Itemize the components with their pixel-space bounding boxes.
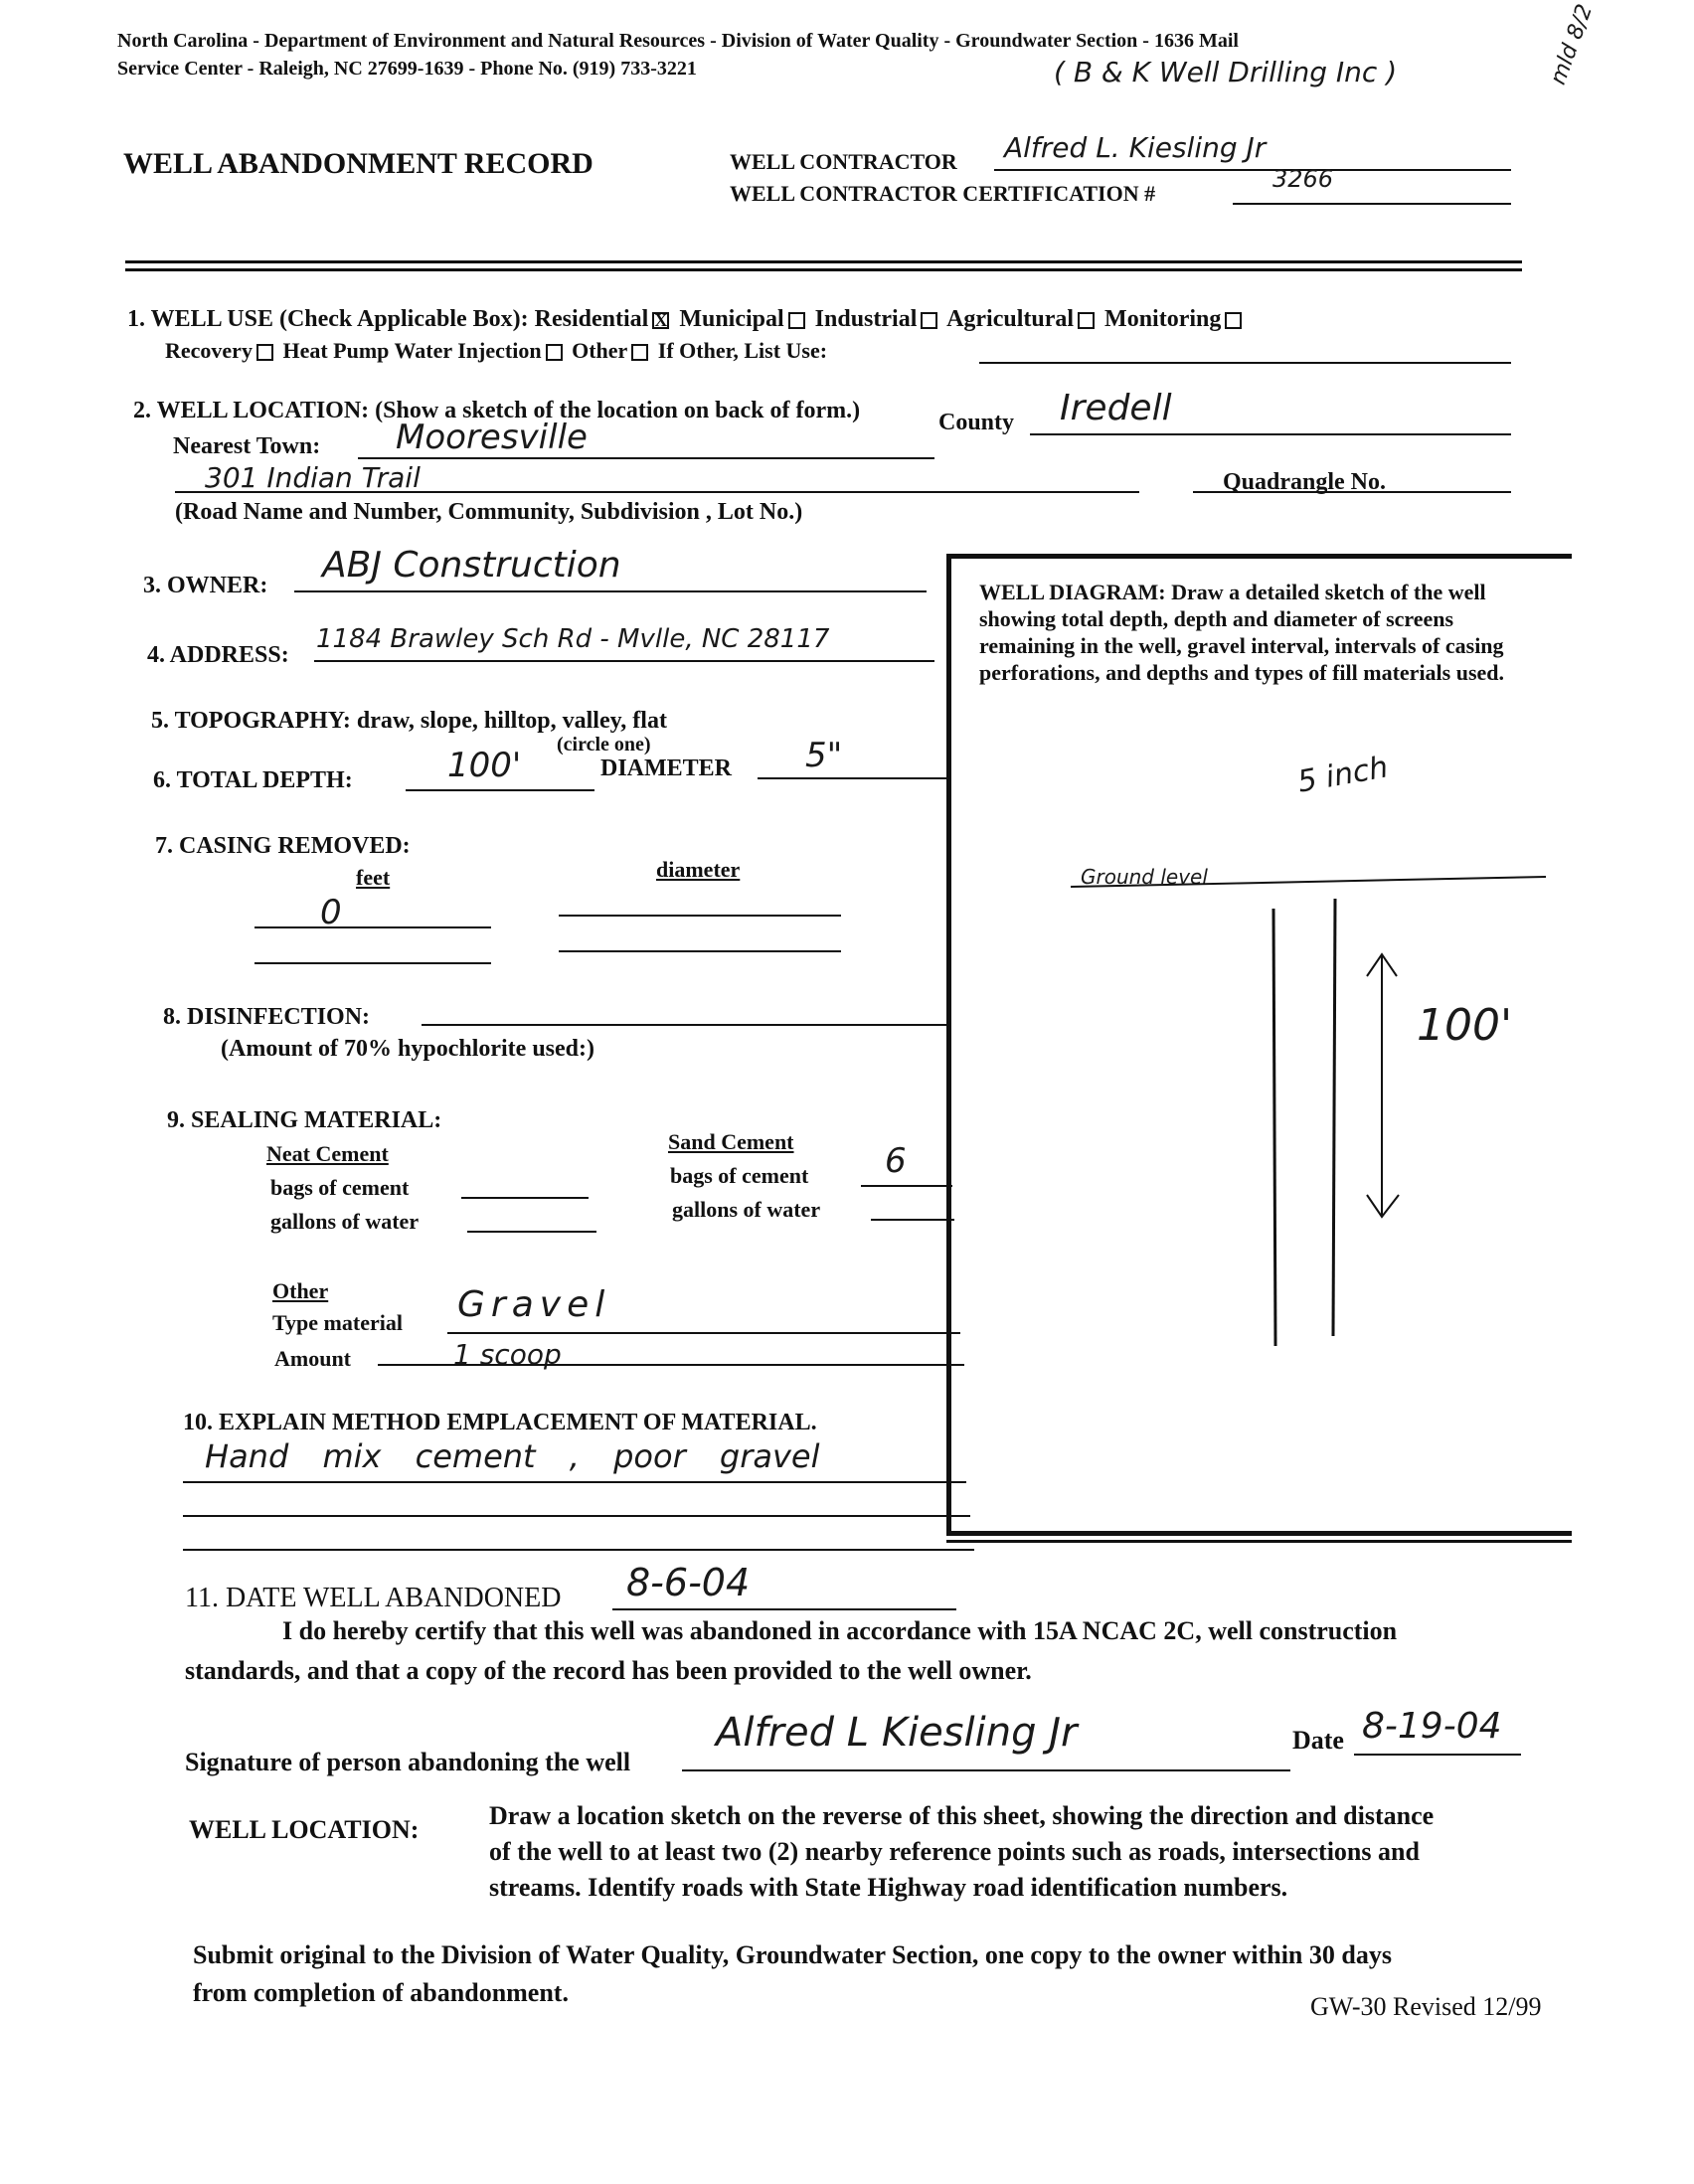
option-municipal[interactable]: Municipal (679, 306, 808, 332)
sand-gallons-line[interactable] (871, 1219, 954, 1221)
industrial-checkbox[interactable] (921, 312, 937, 329)
disinfection-line[interactable] (422, 1024, 950, 1026)
option-residential[interactable]: Residential X (534, 306, 668, 332)
option-industrial[interactable]: Industrial (815, 306, 942, 332)
contractor-label: WELL CONTRACTOR (730, 149, 957, 174)
well-casing-left-line (1273, 909, 1275, 1346)
other-checkbox[interactable] (631, 344, 648, 361)
casing-feet-line-2[interactable] (254, 962, 491, 964)
signature-line[interactable] (682, 1769, 1290, 1771)
diagram-ground-note: Ground level (1081, 865, 1208, 889)
cert-label: WELL CONTRACTOR CERTIFICATION # (730, 181, 1156, 206)
date-abandoned-value: 8-6-04 (626, 1561, 751, 1604)
well-use-row-2 (165, 338, 827, 364)
location-instructions-line-1: Draw a location sketch on the reverse of this sheet, showing the direction and distance (489, 1801, 1435, 1830)
recovery-checkbox[interactable] (256, 344, 273, 361)
method-line-1[interactable] (183, 1481, 966, 1483)
agency-line-1: North Carolina - Department of Environment and Natural Resources - Division of Water Quality - Groundwater Section - 1636 Mail (117, 30, 1239, 52)
sealing-label: 9. SEALING MATERIAL: (167, 1107, 442, 1133)
agency-line-2: Service Center - Raleigh, NC 27699-1639 - Phone No. (919) 733-3221 (117, 58, 697, 80)
amount-label: Amount (274, 1346, 352, 1371)
other-use-line[interactable] (979, 362, 1511, 364)
location-instructions-line-3: streams. Identify roads with State Highway road identification numbers. (489, 1873, 1288, 1902)
address-line[interactable] (314, 660, 934, 662)
well-sketch (951, 559, 1568, 1523)
well-use-row-1 (127, 306, 1246, 333)
casing-feet-line-1[interactable] (254, 926, 491, 928)
type-material-value: Gravel (457, 1284, 611, 1325)
address-value: 1184 Brawley Sch Rd - Mvlle, NC 28117 (316, 624, 830, 654)
casing-label: 7. CASING REMOVED: (155, 833, 411, 859)
sand-bags-value: 6 (885, 1141, 907, 1181)
certify-line-1: I do hereby certify that this well was abandoned in accordance with 15A NCAC 2C, well construction (282, 1616, 1398, 1645)
disinfection-note: (Amount of 70% hypochlorite used:) (221, 1036, 594, 1062)
signature-date-label: Date (1292, 1726, 1344, 1755)
method-label: 10. EXPLAIN METHOD EMPLACEMENT OF MATERIAL. (183, 1410, 817, 1435)
neat-bags-label: bags of cement (270, 1175, 410, 1200)
agricultural-checkbox[interactable] (1078, 312, 1095, 329)
contractor-company: ( B & K Well Drilling Inc ) (1054, 56, 1398, 88)
header-rule-1 (125, 260, 1522, 263)
well-casing-right-line (1333, 899, 1335, 1336)
option-monitoring[interactable]: Monitoring (1104, 306, 1246, 332)
signature-label: Signature of person abandoning the well (185, 1748, 631, 1776)
casing-feet-header: feet (356, 865, 391, 890)
depth-line[interactable] (406, 789, 594, 791)
type-material-line[interactable] (447, 1332, 960, 1334)
neat-cement-title: Neat Cement (266, 1141, 389, 1166)
location-label: 2. WELL LOCATION: (Show a sketch of the location on back of form.) (133, 398, 861, 423)
depth-label: 6. TOTAL DEPTH: (153, 767, 353, 793)
owner-value: ABJ Construction (322, 545, 621, 586)
date-abandoned-line[interactable] (612, 1608, 956, 1610)
footer-line-1: Submit original to the Division of Water Quality, Groundwater Section, one copy to the owner within 30 days (193, 1940, 1392, 1969)
other-material-title: Other (272, 1278, 329, 1303)
header-rule-2 (125, 268, 1522, 271)
topography-note: (circle one) (557, 734, 651, 756)
sand-gallons-label: gallons of water (672, 1197, 821, 1222)
date-abandoned-label: 11. DATE WELL ABANDONED (185, 1583, 562, 1613)
sand-bags-label: bags of cement (670, 1163, 809, 1188)
option-other[interactable]: Other (572, 338, 652, 363)
sand-cement-title: Sand Cement (668, 1129, 794, 1154)
location-instructions-label: WELL LOCATION: (189, 1815, 420, 1844)
method-line-3[interactable] (183, 1549, 974, 1551)
casing-diameter-line-1[interactable] (559, 915, 841, 917)
neat-bags-line[interactable] (461, 1197, 589, 1199)
contractor-line (994, 169, 1511, 171)
form-title: WELL ABANDONMENT RECORD (123, 147, 593, 180)
municipal-checkbox[interactable] (788, 312, 805, 329)
option-agricultural[interactable]: Agricultural (946, 306, 1099, 332)
town-value: Mooresville (396, 418, 588, 457)
road-caption: (Road Name and Number, Community, Subdivision , Lot No.) (175, 499, 803, 525)
margin-note: mld 8/2 (1546, 1, 1599, 88)
residential-checkbox[interactable]: X (654, 309, 668, 330)
ground-level-line (1071, 877, 1546, 887)
contractor-name: Alfred L. Kiesling Jr (1004, 131, 1267, 164)
road-line[interactable] (175, 491, 1139, 493)
county-label: County (938, 410, 1015, 435)
town-line[interactable] (358, 457, 934, 459)
owner-line[interactable] (294, 590, 927, 592)
well-diagram-box[interactable] (946, 554, 1572, 1536)
method-line-2[interactable] (183, 1515, 970, 1517)
diameter-line[interactable] (758, 777, 946, 779)
method-value: Hand mix cement , poor gravel (205, 1437, 820, 1475)
casing-diameter-line-2[interactable] (559, 950, 841, 952)
monitoring-checkbox[interactable] (1225, 312, 1242, 329)
casing-diameter-header: diameter (656, 857, 741, 882)
diagram-inch-note: 5 inch (1294, 750, 1391, 800)
topography-label: 5. TOPOGRAPHY: draw, slope, hilltop, valley, flat (151, 708, 667, 734)
option-heat-pump[interactable]: Heat Pump Water Injection (282, 338, 566, 363)
diameter-value: 5" (805, 736, 843, 775)
footer-line-2: from completion of abandonment. (193, 1978, 569, 2007)
owner-label: 3. OWNER: (143, 573, 268, 598)
option-recovery[interactable]: Recovery (165, 338, 277, 363)
neat-gallons-line[interactable] (467, 1231, 596, 1233)
certify-line-2: standards, and that a copy of the record has been provided to the well owner. (185, 1656, 1032, 1685)
type-material-label: Type material (272, 1310, 403, 1335)
depth-value: 100' (447, 746, 522, 785)
quadrangle-label: Quadrangle No. (1223, 469, 1387, 495)
other-use-label: If Other, List Use: (657, 338, 828, 363)
diagram-instructions: WELL DIAGRAM: Draw a detailed sketch of the well showing total depth, depth and diameter of screens remaining in the well, gravel interval, intervals of casing perforations, and depths and types of fill materials used. (979, 580, 1505, 685)
neat-gallons-label: gallons of water (270, 1209, 420, 1234)
amount-value: 1 scoop (453, 1338, 562, 1371)
diameter-label: DIAMETER (600, 756, 733, 781)
cert-number: 3266 (1272, 165, 1334, 193)
signature-value: Alfred L Kiesling Jr (716, 1710, 1078, 1756)
well-use-label: 1. WELL USE (Check Applicable Box): (127, 306, 529, 332)
heat-pump-checkbox[interactable] (546, 344, 563, 361)
town-label: Nearest Town: (173, 433, 321, 459)
sand-bags-line[interactable] (861, 1185, 952, 1187)
cert-line (1233, 203, 1511, 205)
road-value: 301 Indian Trail (205, 461, 421, 494)
location-instructions-line-2: of the well to at least two (2) nearby reference points such as roads, intersections and (489, 1837, 1420, 1866)
amount-line[interactable] (378, 1364, 964, 1366)
county-line[interactable] (1030, 433, 1511, 435)
form-number: GW-30 Revised 12/99 (1310, 1992, 1542, 2021)
disinfection-label: 8. DISINFECTION: (163, 1004, 371, 1030)
casing-feet-value: 0 (320, 893, 342, 932)
address-label: 4. ADDRESS: (147, 642, 289, 668)
county-value: Iredell (1060, 388, 1172, 428)
signature-date-line[interactable] (1354, 1754, 1521, 1756)
signature-date-value: 8-19-04 (1362, 1706, 1502, 1747)
diagram-depth-note: 100' (1417, 1000, 1513, 1051)
